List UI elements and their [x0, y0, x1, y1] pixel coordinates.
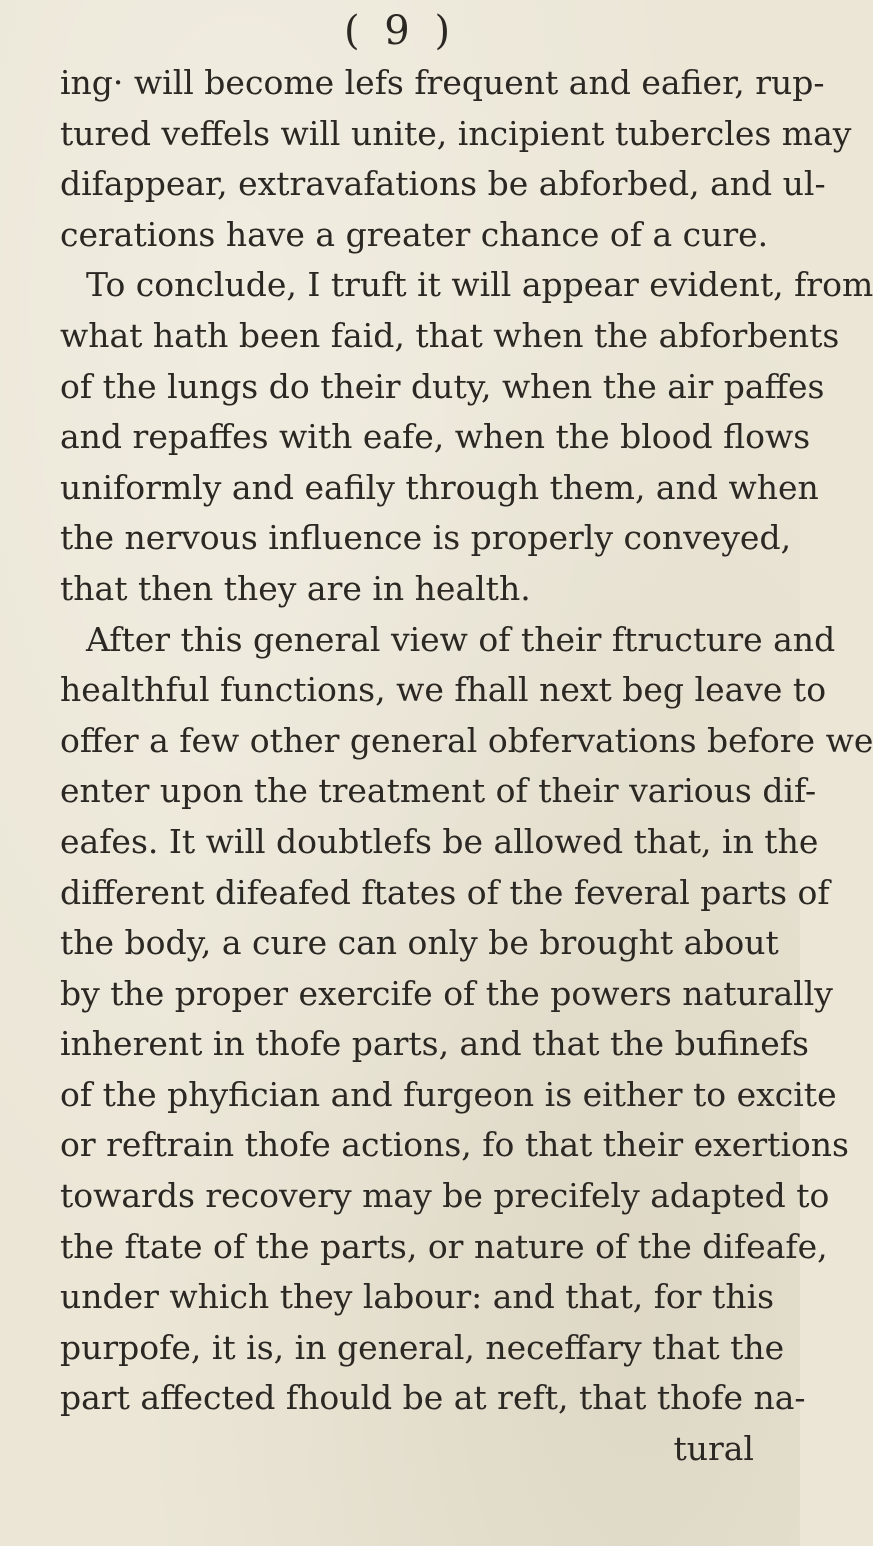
text-line: the ftate of the parts, or nature of the difeafe, — [60, 1226, 828, 1266]
text-line: tured veffels will unite, incipient tubercles may — [60, 113, 852, 153]
text-line: enter upon the treatment of their various dif- — [60, 771, 817, 811]
text-line: part affected fhould be at reft, that thofe na- — [60, 1378, 806, 1418]
text-line: inherent in thofe parts, and that the bufinefs — [60, 1024, 809, 1064]
text-line: or reftrain thofe actions, fo that their exertions — [60, 1125, 849, 1165]
text-line: uniformly and eafily through them, and when — [60, 467, 819, 507]
text-line: under which they labour: and that, for this — [60, 1277, 775, 1317]
text-line: by the proper exercife of the powers naturally — [60, 973, 833, 1013]
text-line: To conclude, I truft it will appear evident, from — [86, 265, 873, 305]
text-line: what hath been faid, that when the abforbents — [60, 315, 840, 355]
text-line: ing· will become lefs frequent and eafier, rup- — [60, 63, 825, 102]
text-line: and repaffes with eafe, when the blood flows — [60, 417, 811, 457]
text-line: After this general view of their ftructure and — [86, 619, 836, 659]
text-line: purpofe, it is, in general, neceffary that the — [60, 1327, 785, 1367]
text-line: the nervous influence is properly conveyed, — [60, 518, 792, 558]
page-number: ( 9 ) — [343, 8, 457, 54]
text-line: different difeafed ftates of the feveral parts of — [60, 872, 830, 912]
text-line: difappear, extravafations be abforbed, and ul- — [60, 164, 826, 204]
text-line: the body, a cure can only be brought about — [60, 923, 779, 963]
text-line: towards recovery may be precifely adapted to — [60, 1176, 830, 1216]
text-line: offer a few other general obfervations before we — [60, 720, 873, 760]
catchword: tural — [673, 1429, 754, 1469]
text-line: healthful functions, we fhall next beg leave to — [60, 670, 827, 710]
text-line: that then they are in health. — [60, 568, 531, 608]
text-line: of the phyfician and furgeon is either to excite — [60, 1074, 837, 1114]
text-line: cerations have a greater chance of a cure. — [60, 214, 769, 254]
body-text — [60, 58, 873, 1475]
text-line: eafes. It will doubtlefs be allowed that, in the — [60, 821, 819, 861]
text-line: of the lungs do their duty, when the air paffes — [60, 366, 825, 406]
